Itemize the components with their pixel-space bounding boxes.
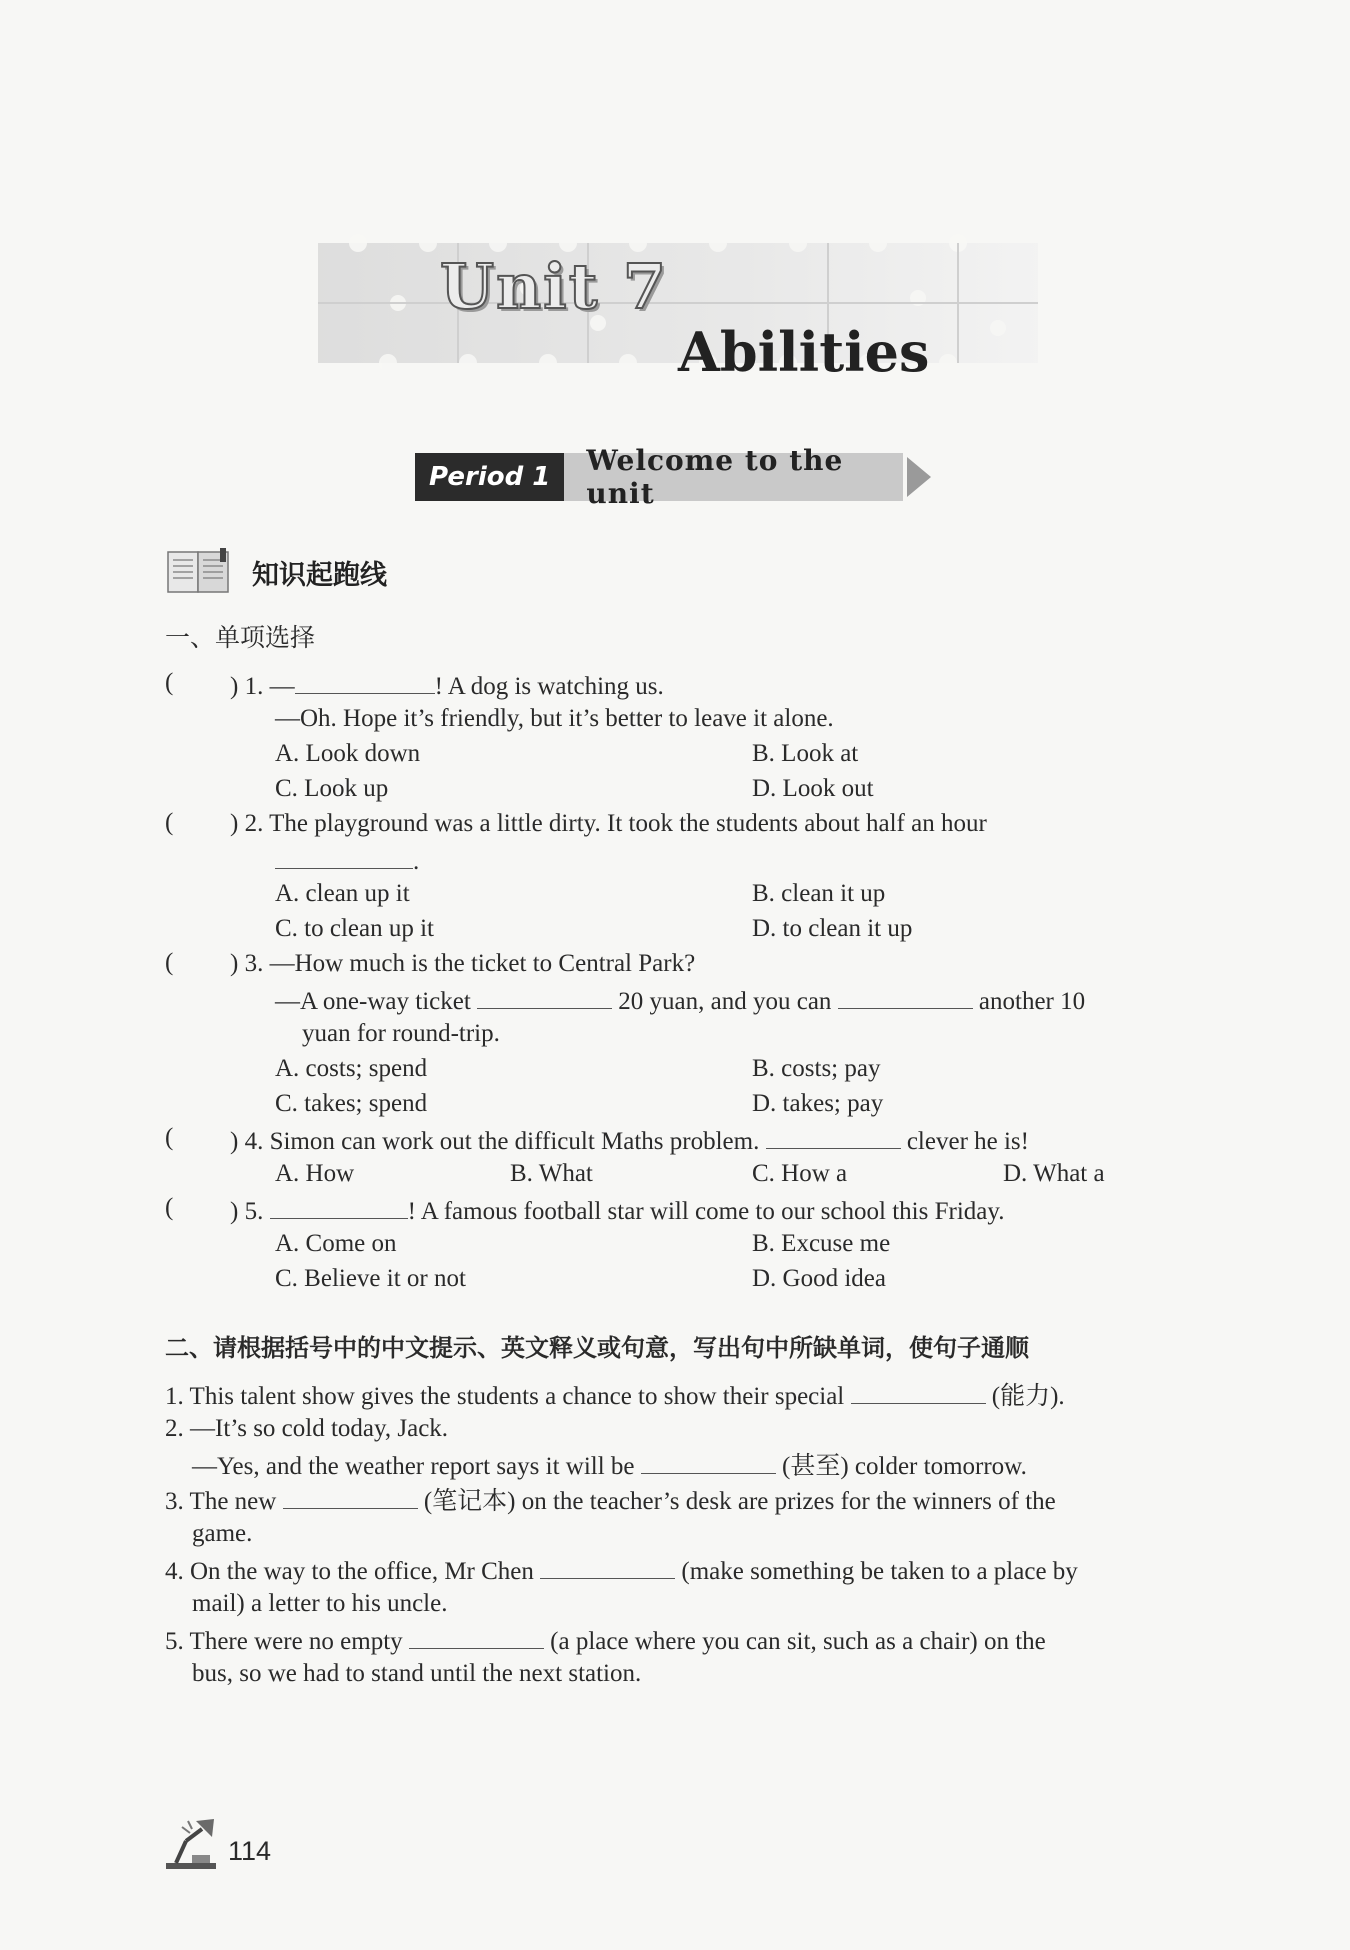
option: D. Look out (752, 775, 874, 802)
option: D. takes; pay (752, 1090, 884, 1117)
answer-paren: ( (165, 809, 174, 836)
option: C. Look up (275, 775, 389, 802)
item-hint: (甚至) colder tomorrow. (782, 1453, 1027, 1480)
page-number: 114 (228, 1836, 272, 1866)
question-stem: Simon can work out the difficult Maths problem. (269, 1128, 760, 1155)
item-hint: (笔记本) on the teacher’s desk are prizes for the winners of the (423, 1488, 1056, 1515)
question-stem: another 10 (978, 988, 1086, 1015)
question-4 (230, 1124, 1029, 1157)
question-number: ) 4. (230, 1128, 264, 1155)
answer-blank[interactable] (295, 669, 435, 694)
question-3-line3: yuan for round-trip. (302, 1020, 500, 1047)
item-text: 5. There were no empty (165, 1628, 403, 1655)
option: B. clean it up (752, 880, 886, 907)
option: B. What (510, 1160, 593, 1187)
fill-item-3-line2: game. (192, 1520, 253, 1547)
option: B. Excuse me (752, 1230, 891, 1257)
part2-heading: 二、请根据括号中的中文提示、英文释义或句意，写出句中所缺单词，使句子通顺 (165, 1334, 1029, 1362)
answer-paren: ( (165, 669, 174, 696)
fill-item-5 (165, 1624, 1046, 1657)
question-2 (230, 809, 987, 839)
section-header (166, 548, 387, 596)
option: C. takes; spend (275, 1090, 428, 1117)
option: A. How (275, 1160, 355, 1187)
section-title: 知识起跑线 (252, 559, 387, 591)
option: A. costs; spend (275, 1055, 428, 1082)
option: D. What a (1003, 1160, 1105, 1187)
item-hint: (a place where you can sit, such as a chair) on the (550, 1628, 1046, 1655)
question-1 (230, 669, 664, 702)
answer-blank[interactable] (477, 984, 612, 1009)
arrow-right-icon (903, 453, 933, 501)
answer-paren: ( (165, 1124, 174, 1151)
period-bar (415, 444, 933, 510)
fill-item-1 (165, 1379, 1065, 1412)
fill-item-3 (165, 1484, 1056, 1517)
question-stem: ! A dog is watching us. (434, 673, 664, 700)
question-stem: 20 yuan, and you can (618, 988, 832, 1015)
option: D. Good idea (752, 1265, 886, 1292)
answer-blank[interactable] (270, 1194, 408, 1219)
page-footer (162, 1813, 271, 1871)
item-hint: (make something be taken to a place by (681, 1558, 1078, 1585)
unit-subtitle: Abilities (678, 320, 930, 384)
question-number: ) 3. (230, 950, 264, 977)
unit-title: Unit 7 (440, 250, 669, 323)
option: A. clean up it (275, 880, 410, 907)
option: B. Look at (752, 740, 859, 767)
answer-paren: ( (165, 1194, 174, 1221)
item-text: 1. This talent show gives the students a chance to show their special (165, 1383, 845, 1410)
desk-lamp-icon (162, 1813, 220, 1871)
period-name: Welcome to the unit (564, 453, 903, 501)
unit-banner (318, 228, 1038, 406)
question-stem: The playground was a little dirty. It took the students about half an hour (269, 810, 987, 837)
option: D. to clean it up (752, 915, 913, 942)
question-2-line2 (275, 844, 419, 877)
answer-blank[interactable] (641, 1449, 776, 1474)
option: A. Come on (275, 1230, 397, 1257)
option: C. How a (752, 1160, 848, 1187)
question-stem: —How much is the ticket to Central Park? (269, 950, 696, 977)
answer-blank[interactable] (283, 1484, 418, 1509)
item-hint: (能力). (991, 1383, 1065, 1410)
book-icon (166, 548, 232, 596)
option: C. to clean up it (275, 915, 434, 942)
question-number: ) 1. — (230, 673, 295, 700)
question-number: ) 2. (230, 810, 264, 837)
part1-heading: 一、单项选择 (165, 623, 316, 652)
fill-item-4-line2: mail) a letter to his uncle. (192, 1590, 448, 1617)
answer-blank[interactable] (275, 844, 413, 869)
option: B. costs; pay (752, 1055, 881, 1082)
item-text: —Yes, and the weather report says it will be (192, 1453, 635, 1480)
question-stem-end: . (413, 848, 420, 875)
answer-blank[interactable] (851, 1379, 986, 1404)
fill-item-2: 2. —It’s so cold today, Jack. (165, 1415, 449, 1442)
question-3-line2 (275, 984, 1085, 1017)
item-text: 3. The new (165, 1488, 277, 1515)
fill-item-2-line2 (192, 1449, 1027, 1482)
answer-blank[interactable] (838, 984, 973, 1009)
answer-paren: ( (165, 949, 174, 976)
option: C. Believe it or not (275, 1265, 466, 1292)
answer-blank[interactable] (766, 1124, 901, 1149)
question-number: ) 5. (230, 1198, 264, 1225)
option: A. Look down (275, 740, 421, 767)
period-label: Period 1 (415, 453, 564, 501)
question-stem: —A one-way ticket (275, 988, 471, 1015)
answer-blank[interactable] (409, 1624, 544, 1649)
question-3 (230, 949, 695, 979)
fill-item-4 (165, 1554, 1078, 1587)
question-stem: clever he is! (906, 1128, 1029, 1155)
question-stem: ! A famous football star will come to our school this Friday. (407, 1198, 1005, 1225)
fill-item-5-line2: bus, so we had to stand until the next station. (192, 1660, 642, 1687)
question-5 (230, 1194, 1005, 1227)
question-1-line2: —Oh. Hope it’s friendly, but it’s better to leave it alone. (275, 705, 834, 732)
item-text: 4. On the way to the office, Mr Chen (165, 1558, 534, 1585)
answer-blank[interactable] (540, 1554, 675, 1579)
